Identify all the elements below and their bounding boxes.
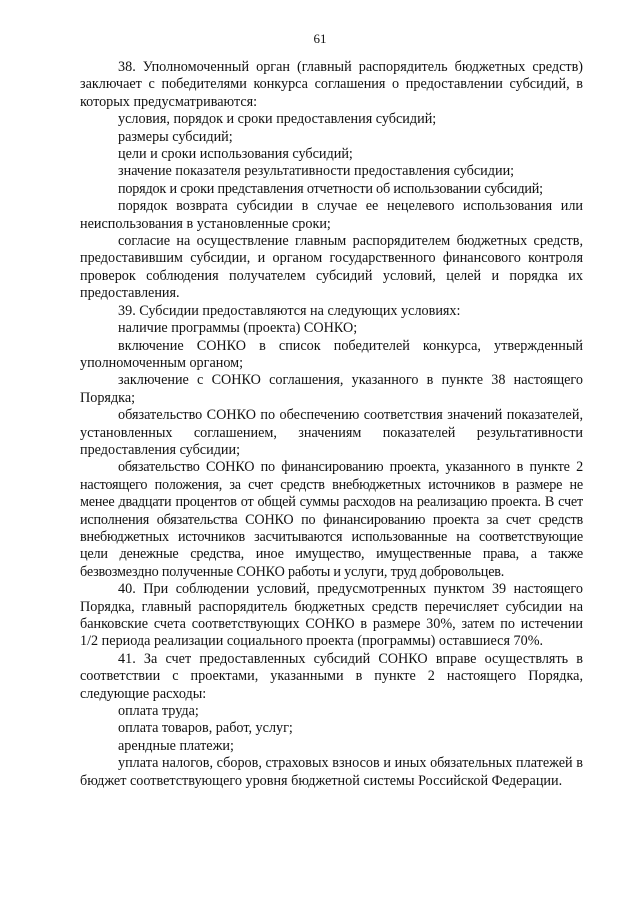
paragraph-39-intro: 39. Субсидии предоставляются на следующих условиях: [118, 302, 461, 319]
paragraph-39-item-indicators: обязательство СОНКО по обеспечению соответствия значений показателей, установленных соглашением, значениям показателей результативности предоставления субсидии; [80, 407, 583, 458]
paragraph-38-item-return: порядок возврата субсидии в случае ее нецелевого использования или неиспользования в установленные сроки; [80, 198, 583, 232]
paragraph-38-item-consent: согласие на осуществление главным распорядителем бюджетных средств, предоставившим субсидии, и органом государственного финансового контроля проверок соблюдения получателем субсидий условий, целей и порядка их предоставления. [80, 233, 583, 302]
paragraph-39-item-winners-list: включение СОНКО в список победителей конкурса, утвержденный уполномоченным органом; [80, 337, 583, 371]
paragraph-41-item-labor: оплата труда; [118, 703, 199, 720]
paragraph-41-item-goods: оплата товаров, работ, услуг; [118, 720, 293, 737]
paragraph-38-item-goals: цели и сроки использования субсидий; [118, 146, 353, 163]
document-body [80, 59, 583, 790]
paragraph-41-item-rent: арендные платежи; [118, 737, 234, 754]
paragraph-39-item-agreement: заключение с СОНКО соглашения, указанного в пункте 38 настоящего Порядка; [80, 372, 583, 406]
paragraph-38-intro: 38. Уполномоченный орган (главный распорядитель бюджетных средств) заключает с победителями конкурса соглашения о предоставлении субсидий, в которых предусматриваются: [80, 59, 583, 110]
paragraph-38-item-conditions: условия, порядок и сроки предоставления субсидий; [118, 111, 437, 128]
paragraph-41-item-taxes: уплата налогов, сборов, страховых взносов и иных обязательных платежей в бюджет соответствующего уровня бюджетной системы Российской Федерации. [80, 755, 583, 789]
page-number: 61 [313, 31, 327, 46]
paragraph-38-item-indicator: значение показателя результативности предоставления субсидии; [118, 163, 515, 180]
paragraph-38-item-reporting: порядок и сроки представления отчетности об использовании субсидий; [118, 180, 543, 197]
paragraph-40: 40. При соблюдении условий, предусмотренных пунктом 39 настоящего Порядка, главный распорядитель бюджетных средств перечисляет субсидии на банковские счета соответствующих СОНКО в размере 30%, затем по истечении 1/2 периода реализации социального проекта (программы) оставшиеся 70%. [80, 581, 583, 650]
paragraph-41-intro: 41. За счет предоставленных субсидий СОНКО вправе осуществлять в соответствии с проектами, указанными в пункте 2 настоящего Порядка, следующие расходы: [80, 650, 583, 702]
paragraph-39-item-program: наличие программы (проекта) СОНКО; [118, 320, 358, 337]
paragraph-38-item-amounts: размеры субсидий; [118, 128, 233, 145]
paragraph-39-item-financing: обязательство СОНКО по финансированию проекта, указанного в пункте 2 настоящего положения, за счет средств внебюджетных источников в размере не менее двадцати процентов от общей суммы расходов на реализацию проекта. В счет исполнения обязательства СОНКО по финансированию проекта за счет средств внебюджетных источников засчитываются использованные на соответствующие цели денежные средства, иное имущество, имущественные права, а также безвозмездно полученные СОНКО работы и услуги, труд добровольцев. [80, 459, 583, 580]
